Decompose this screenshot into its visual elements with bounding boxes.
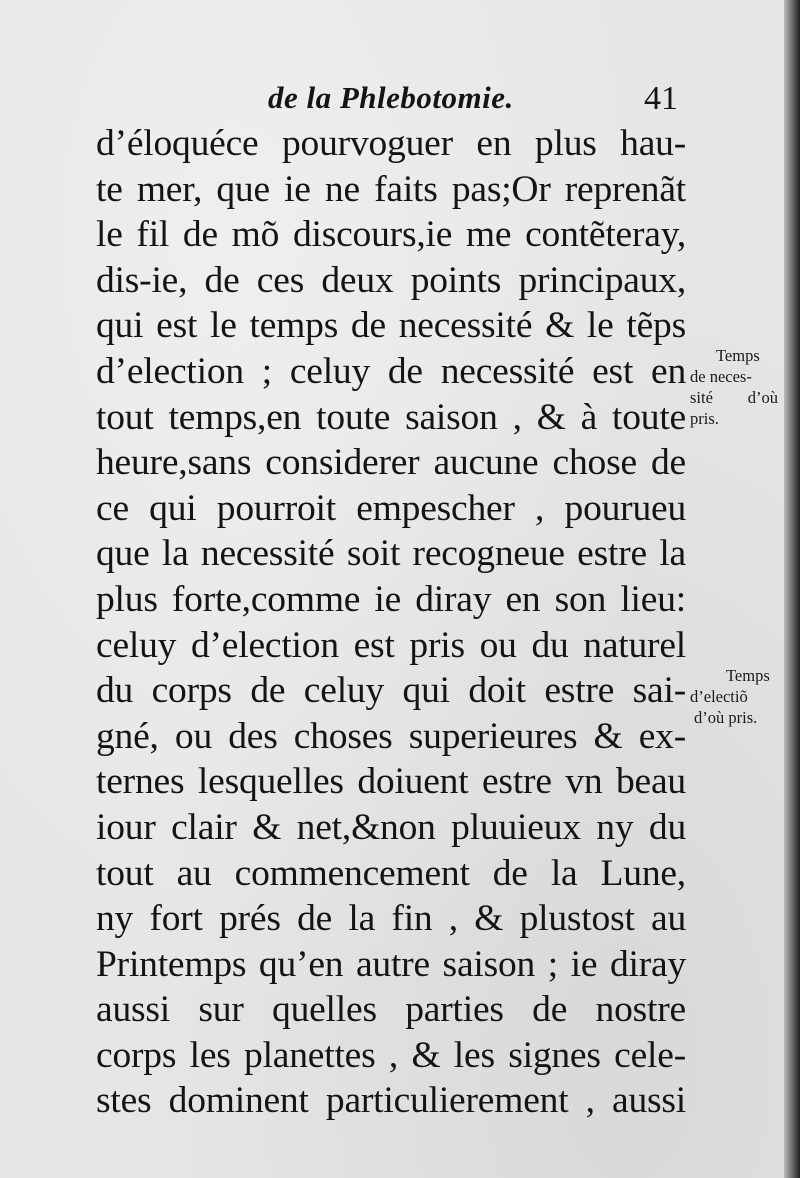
margin-note-line: d’electiõ — [690, 687, 748, 706]
text-line: gné, ou des choses superieures & ex- — [96, 715, 686, 757]
text-line: Printemps qu’en autre saison ; ie diray — [96, 943, 686, 985]
text-line: ternes lesquelles doiuent estre vn beau — [96, 761, 686, 803]
page-header — [268, 80, 688, 124]
text-line: corps les planettes , & les signes cele- — [96, 1034, 686, 1076]
text-line: iour clair & net,&non pluuieux ny du — [96, 806, 686, 848]
text-line: stes dominent particulierement , aussi — [96, 1080, 686, 1122]
text-line: te mer, que ie ne faits pas;Or reprenãt — [96, 168, 686, 210]
text-line: ny fort prés de la fin , & plustost au — [96, 898, 686, 940]
margin-note-line: sité d’où — [690, 388, 778, 407]
body-text — [96, 121, 686, 1124]
page-edge-shadow — [784, 0, 800, 1178]
page-number: 41 — [644, 80, 678, 117]
text-line: d’election ; celuy de necessité est en — [96, 350, 686, 392]
running-title: de la Phlebotomie. — [268, 80, 514, 115]
margin-note-line: d’où pris. — [694, 708, 758, 727]
margin-note-line: Temps — [716, 346, 760, 365]
margin-note-line: de neces- — [690, 367, 752, 386]
text-line: ce qui pourroit empescher , pourueu — [96, 487, 686, 529]
text-line: tout temps,en toute saison , & à toute — [96, 396, 686, 438]
margin-note-line: Temps — [726, 666, 770, 685]
text-line: d’éloquéce pourvoguer en plus hau- — [96, 123, 686, 164]
margin-note-line: pris. — [690, 409, 719, 428]
text-line: que la necessité soit recogneue estre la — [96, 533, 686, 575]
text-line: du corps de celuy qui doit estre sai- — [96, 670, 686, 712]
margin-note-necessity — [690, 345, 778, 429]
text-line: heure,sans considerer aucune chose de — [96, 442, 686, 484]
text-line: plus forte,comme ie diray en son lieu: — [96, 578, 686, 620]
text-line: dis-ie, de ces deux points principaux, — [96, 259, 686, 301]
text-line: aussi sur quelles parties de nostre — [96, 989, 686, 1031]
text-line: tout au commencement de la Lune, — [96, 852, 686, 894]
text-line: qui est le temps de necessité & le tẽps — [96, 305, 686, 347]
text-line: le fil de mõ discours,ie me contẽteray, — [96, 214, 686, 256]
margin-note-election — [690, 665, 788, 728]
text-line: celuy d’election est pris ou du naturel — [96, 624, 686, 666]
